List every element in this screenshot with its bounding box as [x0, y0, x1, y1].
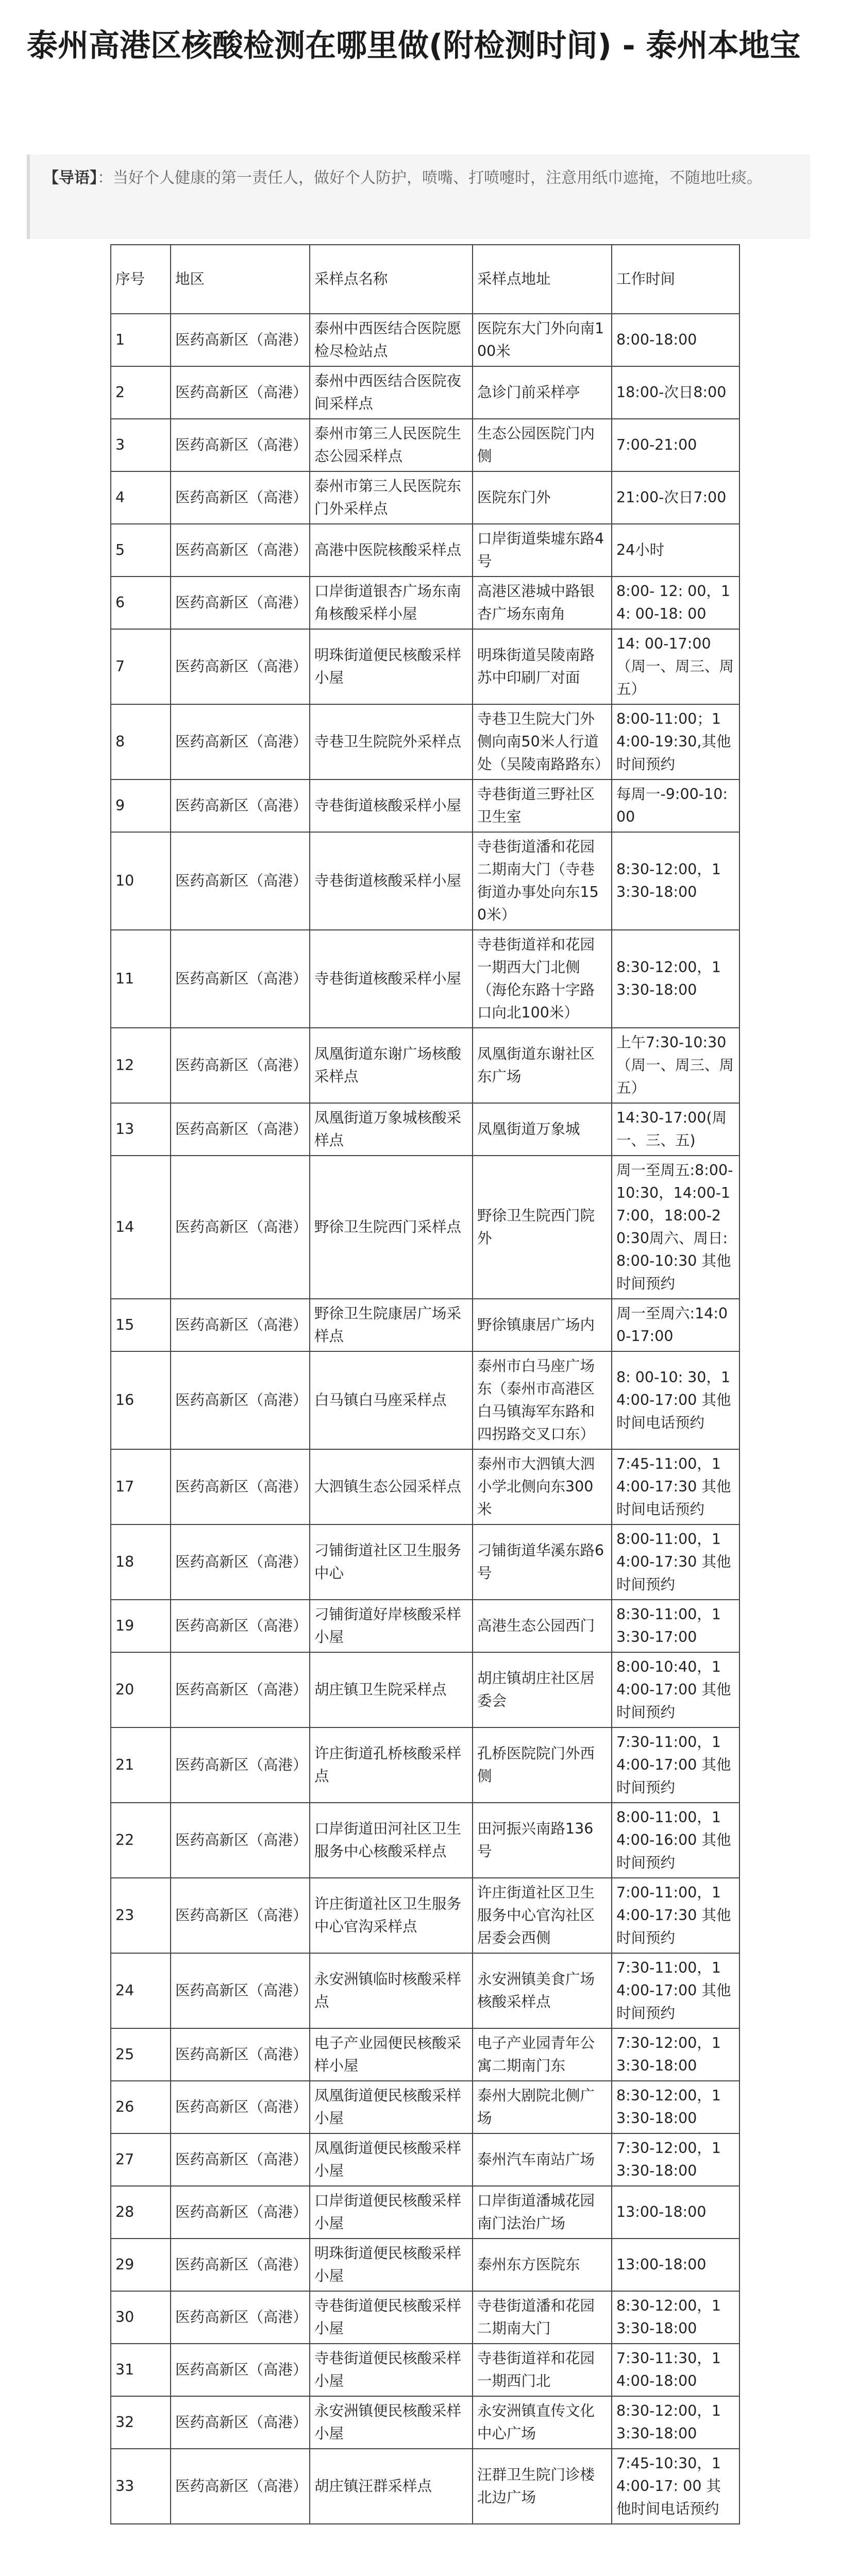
cell-index: 17	[111, 1449, 171, 1524]
cell-site-address: 许庄街道社区卫生服务中心官沟社区居委会西侧	[473, 1878, 612, 1953]
table-row	[111, 2449, 739, 2524]
cell-index: 30	[111, 2291, 171, 2344]
cell-index: 26	[111, 2081, 171, 2133]
cell-site-name: 刁铺街道好岸核酸采样小屋	[310, 1600, 473, 1652]
table-header-row	[111, 245, 739, 314]
cell-district: 医药高新区（高港）	[171, 1652, 310, 1727]
cell-site-name: 凤凰街道万象城核酸采样点	[310, 1103, 473, 1156]
cell-index: 20	[111, 1652, 171, 1727]
cell-working-hours: 7:00-11:00，14:00-17:30 其他时间预约	[612, 1878, 739, 1953]
header-index: 序号	[111, 245, 171, 314]
cell-site-name: 胡庄镇卫生院采样点	[310, 1652, 473, 1727]
cell-site-name: 寺巷街道核酸采样小屋	[310, 930, 473, 1028]
cell-site-address: 医院东大门外向南100米	[473, 314, 612, 366]
table-row	[111, 704, 739, 779]
table-row	[111, 577, 739, 629]
cell-district: 医药高新区（高港）	[171, 366, 310, 419]
cell-site-address: 医院东门外	[473, 471, 612, 524]
cell-district: 医药高新区（高港）	[171, 1028, 310, 1103]
cell-site-name: 白马镇白马座采样点	[310, 1351, 473, 1449]
cell-index: 10	[111, 832, 171, 930]
cell-district: 医药高新区（高港）	[171, 1953, 310, 2028]
cell-site-name: 许庄街道孔桥核酸采样点	[310, 1727, 473, 1803]
cell-district: 医药高新区（高港）	[171, 314, 310, 366]
cell-index: 3	[111, 419, 171, 471]
table-row	[111, 1524, 739, 1600]
cell-working-hours: 8:00-11:00；14:00-19:30,其他时间预约	[612, 704, 739, 779]
table-row	[111, 1600, 739, 1652]
cell-index: 5	[111, 524, 171, 577]
cell-district: 医药高新区（高港）	[171, 2344, 310, 2396]
cell-district: 医药高新区（高港）	[171, 2081, 310, 2133]
cell-site-address: 寺巷街道祥和花园一期西大门北侧（海伦东路十字路口向北100米）	[473, 930, 612, 1028]
cell-site-address: 野徐卫生院西门院外	[473, 1156, 612, 1299]
cell-site-name: 大泗镇生态公园采样点	[310, 1449, 473, 1524]
cell-site-name: 许庄街道社区卫生服务中心官沟采样点	[310, 1878, 473, 1953]
table-row	[111, 1727, 739, 1803]
intro-label: 【导语】	[43, 169, 97, 187]
cell-working-hours: 7:30-11:30，14:00-18:00	[612, 2344, 739, 2396]
cell-index: 24	[111, 1953, 171, 2028]
cell-site-address: 口岸街道柴墟东路4号	[473, 524, 612, 577]
cell-index: 29	[111, 2239, 171, 2291]
cell-district: 医药高新区（高港）	[171, 419, 310, 471]
cell-district: 医药高新区（高港）	[171, 1449, 310, 1524]
cell-working-hours: 8:00-11:00，14:00-16:00 其他时间预约	[612, 1803, 739, 1878]
cell-district: 医药高新区（高港）	[171, 629, 310, 704]
cell-district: 医药高新区（高港）	[171, 2291, 310, 2344]
cell-site-address: 口岸街道潘城花园南门法治广场	[473, 2186, 612, 2239]
intro-box	[27, 155, 810, 239]
table-row	[111, 779, 739, 832]
cell-site-address: 寺巷卫生院大门外侧向南50米人行道处（吴陵南路路东）	[473, 704, 612, 779]
cell-index: 31	[111, 2344, 171, 2396]
cell-site-name: 胡庄镇汪群采样点	[310, 2449, 473, 2524]
cell-site-address: 寺巷街道祥和花园一期西门北	[473, 2344, 612, 2396]
cell-working-hours: 周一至周五:8:00-10:30，14:00-17:00，18:00-20:30周六、周日:8:00-10:30 其他时间预约	[612, 1156, 739, 1299]
cell-working-hours: 8:30-12:00，13:30-18:00	[612, 2291, 739, 2344]
table-row	[111, 629, 739, 704]
cell-site-address: 胡庄镇胡庄社区居委会	[473, 1652, 612, 1727]
cell-district: 医药高新区（高港）	[171, 2396, 310, 2449]
cell-index: 33	[111, 2449, 171, 2524]
cell-index: 14	[111, 1156, 171, 1299]
cell-site-name: 寺巷街道便民核酸采样小屋	[310, 2344, 473, 2396]
cell-index: 19	[111, 1600, 171, 1652]
cell-index: 18	[111, 1524, 171, 1600]
cell-district: 医药高新区（高港）	[171, 1878, 310, 1953]
table-row	[111, 1028, 739, 1103]
cell-district: 医药高新区（高港）	[171, 577, 310, 629]
cell-site-name: 寺巷卫生院院外采样点	[310, 704, 473, 779]
cell-index: 16	[111, 1351, 171, 1449]
cell-site-name: 凤凰街道便民核酸采样小屋	[310, 2133, 473, 2186]
cell-site-name: 永安洲镇便民核酸采样小屋	[310, 2396, 473, 2449]
table-row	[111, 2028, 739, 2081]
cell-district: 医药高新区（高港）	[171, 524, 310, 577]
cell-site-address: 明珠街道吴陵南路苏中印刷厂对面	[473, 629, 612, 704]
cell-index: 2	[111, 366, 171, 419]
cell-site-address: 寺巷街道潘和花园二期南大门（寺巷街道办事处向东150米）	[473, 832, 612, 930]
page-title: 泰州高港区核酸检测在哪里做(附检测时间) - 泰州本地宝	[27, 28, 801, 64]
cell-district: 医药高新区（高港）	[171, 1600, 310, 1652]
cell-site-name: 泰州中西医结合医院夜间采样点	[310, 366, 473, 419]
cell-working-hours: 周一至周六:14:00-17:00	[612, 1299, 739, 1351]
cell-site-address: 田河振兴南路136号	[473, 1803, 612, 1878]
table-row	[111, 1878, 739, 1953]
sampling-sites-table	[110, 244, 740, 2524]
cell-district: 医药高新区（高港）	[171, 2133, 310, 2186]
cell-index: 32	[111, 2396, 171, 2449]
cell-district: 医药高新区（高港）	[171, 2239, 310, 2291]
cell-site-address: 刁铺街道华溪东路6号	[473, 1524, 612, 1600]
table-row	[111, 1652, 739, 1727]
cell-site-address: 永安洲镇直传文化中心广场	[473, 2396, 612, 2449]
cell-index: 12	[111, 1028, 171, 1103]
cell-site-name: 泰州中西医结合医院愿检尽检站点	[310, 314, 473, 366]
cell-index: 23	[111, 1878, 171, 1953]
cell-site-address: 高港区港城中路银杏广场东南角	[473, 577, 612, 629]
table-row	[111, 2291, 739, 2344]
cell-working-hours: 7:45-10:30，14:00-17: 00 其他时间电话预约	[612, 2449, 739, 2524]
cell-index: 22	[111, 1803, 171, 1878]
cell-index: 25	[111, 2028, 171, 2081]
table-row	[111, 2344, 739, 2396]
table-row	[111, 1156, 739, 1299]
cell-index: 4	[111, 471, 171, 524]
table-row	[111, 930, 739, 1028]
cell-site-address: 寺巷街道三野社区卫生室	[473, 779, 612, 832]
cell-site-name: 口岸街道田河社区卫生服务中心核酸采样点	[310, 1803, 473, 1878]
cell-working-hours: 8:30-12:00，13:30-18:00	[612, 2081, 739, 2133]
cell-district: 医药高新区（高港）	[171, 1351, 310, 1449]
cell-index: 1	[111, 314, 171, 366]
cell-site-address: 孔桥医院院门外西侧	[473, 1727, 612, 1803]
cell-working-hours: 7:00-21:00	[612, 419, 739, 471]
table-row	[111, 1103, 739, 1156]
cell-site-name: 寺巷街道便民核酸采样小屋	[310, 2291, 473, 2344]
cell-district: 医药高新区（高港）	[171, 2028, 310, 2081]
cell-district: 医药高新区（高港）	[171, 779, 310, 832]
cell-site-address: 泰州市白马座广场东（泰州市高港区白马镇海军东路和四拐路交叉口东）	[473, 1351, 612, 1449]
cell-site-name: 明珠街道便民核酸采样小屋	[310, 629, 473, 704]
cell-district: 医药高新区（高港）	[171, 1299, 310, 1351]
table-row	[111, 419, 739, 471]
cell-site-name: 泰州市第三人民医院东门外采样点	[310, 471, 473, 524]
cell-site-address: 泰州市大泗镇大泗小学北侧向东300米	[473, 1449, 612, 1524]
cell-working-hours: 8:00-10:40，14:00-17:00 其他时间预约	[612, 1652, 739, 1727]
cell-working-hours: 7:30-11:00，14:00-17:00 其他时间预约	[612, 1727, 739, 1803]
cell-site-name: 口岸街道银杏广场东南角核酸采样小屋	[310, 577, 473, 629]
header-district: 地区	[171, 245, 310, 314]
intro-text: ：当好个人健康的第一责任人，做好个人防护，喷嘴、打喷嚏时，注意用纸巾遮掩，不随地吐痰。	[97, 169, 762, 187]
cell-district: 医药高新区（高港）	[171, 1727, 310, 1803]
table-row	[111, 366, 739, 419]
cell-working-hours: 8: 00-10: 30，14:00-17:00 其他时间电话预约	[612, 1351, 739, 1449]
cell-site-address: 泰州大剧院北侧广场	[473, 2081, 612, 2133]
cell-site-address: 电子产业园青年公寓二期南门东	[473, 2028, 612, 2081]
cell-site-address: 高港生态公园西门	[473, 1600, 612, 1652]
table-row	[111, 1803, 739, 1878]
cell-index: 7	[111, 629, 171, 704]
cell-district: 医药高新区（高港）	[171, 2449, 310, 2524]
cell-working-hours: 8:00- 12: 00，14: 00-18: 00	[612, 577, 739, 629]
table-row	[111, 1953, 739, 2028]
cell-site-name: 野徐卫生院康居广场采样点	[310, 1299, 473, 1351]
cell-site-name: 寺巷街道核酸采样小屋	[310, 779, 473, 832]
cell-site-name: 永安洲镇临时核酸采样点	[310, 1953, 473, 2028]
cell-district: 医药高新区（高港）	[171, 1156, 310, 1299]
cell-working-hours: 8:00-11:00，14:00-17:30 其他时间预约	[612, 1524, 739, 1600]
cell-site-address: 泰州东方医院东	[473, 2239, 612, 2291]
table-row	[111, 1351, 739, 1449]
cell-site-name: 寺巷街道核酸采样小屋	[310, 832, 473, 930]
cell-site-name: 明珠街道便民核酸采样小屋	[310, 2239, 473, 2291]
cell-site-address: 永安洲镇美食广场核酸采样点	[473, 1953, 612, 2028]
cell-district: 医药高新区（高港）	[171, 1103, 310, 1156]
cell-working-hours: 13:00-18:00	[612, 2186, 739, 2239]
cell-site-address: 急诊门前采样亭	[473, 366, 612, 419]
header-working-hours: 工作时间	[612, 245, 739, 314]
cell-working-hours: 8:30-12:00，13:30-18:00	[612, 832, 739, 930]
cell-site-address: 凤凰街道万象城	[473, 1103, 612, 1156]
table-row	[111, 2239, 739, 2291]
cell-working-hours: 21:00-次日7:00	[612, 471, 739, 524]
cell-working-hours: 13:00-18:00	[612, 2239, 739, 2291]
cell-index: 28	[111, 2186, 171, 2239]
cell-working-hours: 18:00-次日8:00	[612, 366, 739, 419]
cell-site-address: 汪群卫生院门诊楼北边广场	[473, 2449, 612, 2524]
table-row	[111, 314, 739, 366]
cell-district: 医药高新区（高港）	[171, 471, 310, 524]
cell-index: 6	[111, 577, 171, 629]
table-row	[111, 2133, 739, 2186]
cell-working-hours: 8:00-18:00	[612, 314, 739, 366]
cell-site-address: 野徐镇康居广场内	[473, 1299, 612, 1351]
table-row	[111, 2396, 739, 2449]
cell-site-address: 生态公园医院门内侧	[473, 419, 612, 471]
cell-site-name: 凤凰街道便民核酸采样小屋	[310, 2081, 473, 2133]
cell-site-name: 高港中医院核酸采样点	[310, 524, 473, 577]
cell-district: 医药高新区（高港）	[171, 1524, 310, 1600]
cell-index: 21	[111, 1727, 171, 1803]
cell-index: 8	[111, 704, 171, 779]
cell-working-hours: 7:30-12:00，13:30-18:00	[612, 2133, 739, 2186]
cell-working-hours: 14:30-17:00(周一、三、五)	[612, 1103, 739, 1156]
cell-site-name: 泰州市第三人民医院生态公园采样点	[310, 419, 473, 471]
table-body	[111, 314, 739, 2524]
cell-working-hours: 每周一-9:00-10:00	[612, 779, 739, 832]
cell-district: 医药高新区（高港）	[171, 704, 310, 779]
cell-site-name: 野徐卫生院西门采样点	[310, 1156, 473, 1299]
table-row	[111, 471, 739, 524]
header-site-name: 采样点名称	[310, 245, 473, 314]
cell-index: 9	[111, 779, 171, 832]
cell-site-address: 寺巷街道潘和花园二期南大门	[473, 2291, 612, 2344]
header-site-address: 采样点地址	[473, 245, 612, 314]
cell-district: 医药高新区（高港）	[171, 832, 310, 930]
table-row	[111, 832, 739, 930]
cell-working-hours: 8:30-12:00，13:30-18:00	[612, 930, 739, 1028]
cell-site-name: 刁铺街道社区卫生服务中心	[310, 1524, 473, 1600]
cell-working-hours: 8:30-12:00，13:30-18:00	[612, 2396, 739, 2449]
cell-site-name: 凤凰街道东谢广场核酸采样点	[310, 1028, 473, 1103]
table-row	[111, 524, 739, 577]
cell-site-name: 电子产业园便民核酸采样小屋	[310, 2028, 473, 2081]
table-row	[111, 1299, 739, 1351]
cell-working-hours: 7:30-12:00，13:30-18:00	[612, 2028, 739, 2081]
cell-index: 11	[111, 930, 171, 1028]
cell-site-address: 泰州汽车南站广场	[473, 2133, 612, 2186]
cell-working-hours: 8:30-11:00，13:30-17:00	[612, 1600, 739, 1652]
cell-working-hours: 14: 00-17:00（周一、周三、周五）	[612, 629, 739, 704]
cell-index: 13	[111, 1103, 171, 1156]
table-row	[111, 2186, 739, 2239]
cell-district: 医药高新区（高港）	[171, 1803, 310, 1878]
cell-district: 医药高新区（高港）	[171, 2186, 310, 2239]
cell-working-hours: 24小时	[612, 524, 739, 577]
table-row	[111, 1449, 739, 1524]
cell-index: 27	[111, 2133, 171, 2186]
cell-site-address: 凤凰街道东谢社区东广场	[473, 1028, 612, 1103]
cell-working-hours: 上午7:30-10:30（周一、周三、周五）	[612, 1028, 739, 1103]
cell-working-hours: 7:45-11:00，14:00-17:30 其他时间电话预约	[612, 1449, 739, 1524]
table-row	[111, 2081, 739, 2133]
cell-working-hours: 7:30-11:00，14:00-17:00 其他时间预约	[612, 1953, 739, 2028]
cell-site-name: 口岸街道便民核酸采样小屋	[310, 2186, 473, 2239]
cell-index: 15	[111, 1299, 171, 1351]
cell-district: 医药高新区（高港）	[171, 930, 310, 1028]
